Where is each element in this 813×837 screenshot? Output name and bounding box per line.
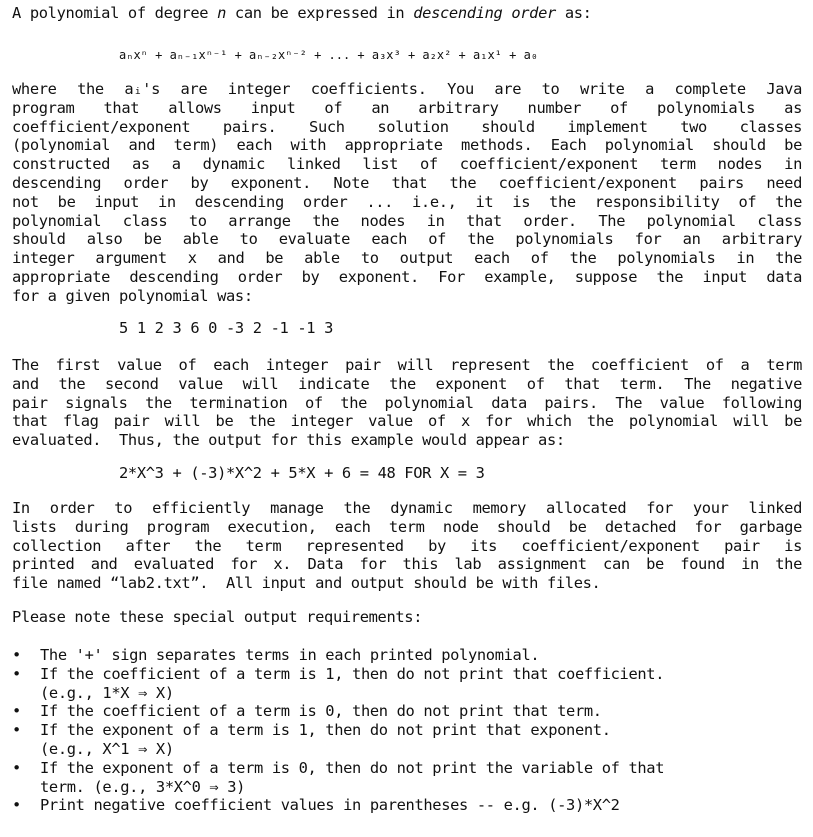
para1-line: polynomial class to arrange the nodes in that order. The polynomial class — [12, 211, 802, 230]
paragraph-1 — [12, 80, 802, 306]
para1-line: (polynomial and term) each with appropriate methods. Each polynomial should be — [12, 136, 802, 155]
bullet-icon: • — [12, 664, 21, 683]
para2-line: and the second value will indicate the exponent of that term. The negative — [12, 374, 802, 393]
bullet-text: If the exponent of a term is 1, then do not print that exponent. — [40, 721, 611, 740]
para1-line: should also be able to evaluate each of the polynomials for an arbitrary — [12, 230, 802, 249]
bullet-subtext: term. (e.g., 3*X^0 ⇒ 3) — [40, 777, 246, 796]
bullet-icon: • — [12, 646, 21, 664]
bullet-item — [12, 646, 802, 665]
bullet-text: If the coefficient of a term is 0, then do not print that term. — [40, 702, 602, 721]
example-output-block — [12, 464, 802, 483]
bullet-icon: • — [12, 702, 21, 721]
para1-line: appropriate descending order by exponent. For example, suppose the input data — [12, 267, 802, 286]
para3-line: lists during program execution, each term node should be detached for garbage — [12, 517, 802, 536]
para1-line: integer argument x and be able to output each of the polynomials in the — [12, 249, 802, 268]
para1-line: not be input in descending order ... i.e., it is the responsibility of the — [12, 192, 802, 211]
para1-line: coefficient/exponent pairs. Such solution should implement two classes — [12, 117, 802, 136]
bullet-item — [12, 702, 802, 721]
para2-line: that flag pair will be the integer value of x for which the polynomial will be — [12, 412, 802, 431]
document-body — [12, 4, 802, 23]
para3-line: file named “lab2.txt”. All input and output should be with files. — [12, 574, 601, 593]
bullet-icon: • — [12, 721, 21, 740]
bullet-text: Print negative coefficient values in parentheses -- e.g. (-3)*X^2 — [40, 796, 620, 815]
para1-line: for a given polynomial was: — [12, 286, 253, 305]
bullet-subtext: (e.g., 1*X ⇒ X) — [40, 683, 174, 702]
para2-line: evaluated. Thus, the output for this example would appear as: — [12, 431, 565, 450]
para1-line: program that allows input of an arbitrary number of polynomials as — [12, 98, 802, 117]
note-block — [12, 608, 802, 627]
para2-line: The first value of each integer pair will represent the coefficient of a term — [12, 356, 802, 374]
requirements-list — [12, 646, 802, 815]
bullet-text: If the exponent of a term is 0, then do not print the variable of that — [40, 758, 665, 777]
para1-line: constructed as a dynamic linked list of coefficient/exponent term nodes in — [12, 155, 802, 174]
para1-line: where the aᵢ's are integer coefficients. You are to write a complete Java — [12, 80, 802, 98]
polynomial-formula: aₙxⁿ + aₙ₋₁xⁿ⁻¹ + aₙ₋₂xⁿ⁻² + ... + a₃x³ + a₂x² + a₁x¹ + a₀ — [119, 48, 539, 62]
bullet-icon: • — [12, 758, 21, 777]
bullet-item — [12, 759, 802, 797]
bullet-subtext: (e.g., X^1 ⇒ X) — [40, 739, 174, 758]
paragraph-2 — [12, 356, 802, 450]
example-input-block — [12, 319, 802, 338]
example-input: 5 1 2 3 6 0 -3 2 -1 -1 3 — [119, 319, 333, 337]
bullet-item — [12, 665, 802, 703]
bullet-text: The '+' sign separates terms in each printed polynomial. — [40, 646, 540, 664]
example-output: 2*X^3 + (-3)*X^2 + 5*X + 6 = 48 FOR X = 3 — [119, 464, 485, 482]
bullet-icon: • — [12, 796, 21, 815]
para3-line: printed and evaluated for x. Data for this lab assignment can be found in the — [12, 555, 802, 574]
bullet-item — [12, 721, 802, 759]
note-heading: Please note these special output requirements: — [12, 608, 423, 626]
para2-line: pair signals the termination of the polynomial data pairs. The value following — [12, 393, 802, 412]
bullet-item — [12, 796, 802, 815]
bullet-text: If the coefficient of a term is 1, then do not print that coefficient. — [40, 664, 665, 683]
intro-line: A polynomial of degree n can be expressed in descending order as: — [12, 4, 592, 22]
para3-line: collection after the term represented by its coefficient/exponent pair is — [12, 536, 802, 555]
para1-line: descending order by exponent. Note that the coefficient/exponent pairs need — [12, 173, 802, 192]
paragraph-3 — [12, 499, 802, 593]
para3-line: In order to efficiently manage the dynamic memory allocated for your linked — [12, 499, 802, 517]
